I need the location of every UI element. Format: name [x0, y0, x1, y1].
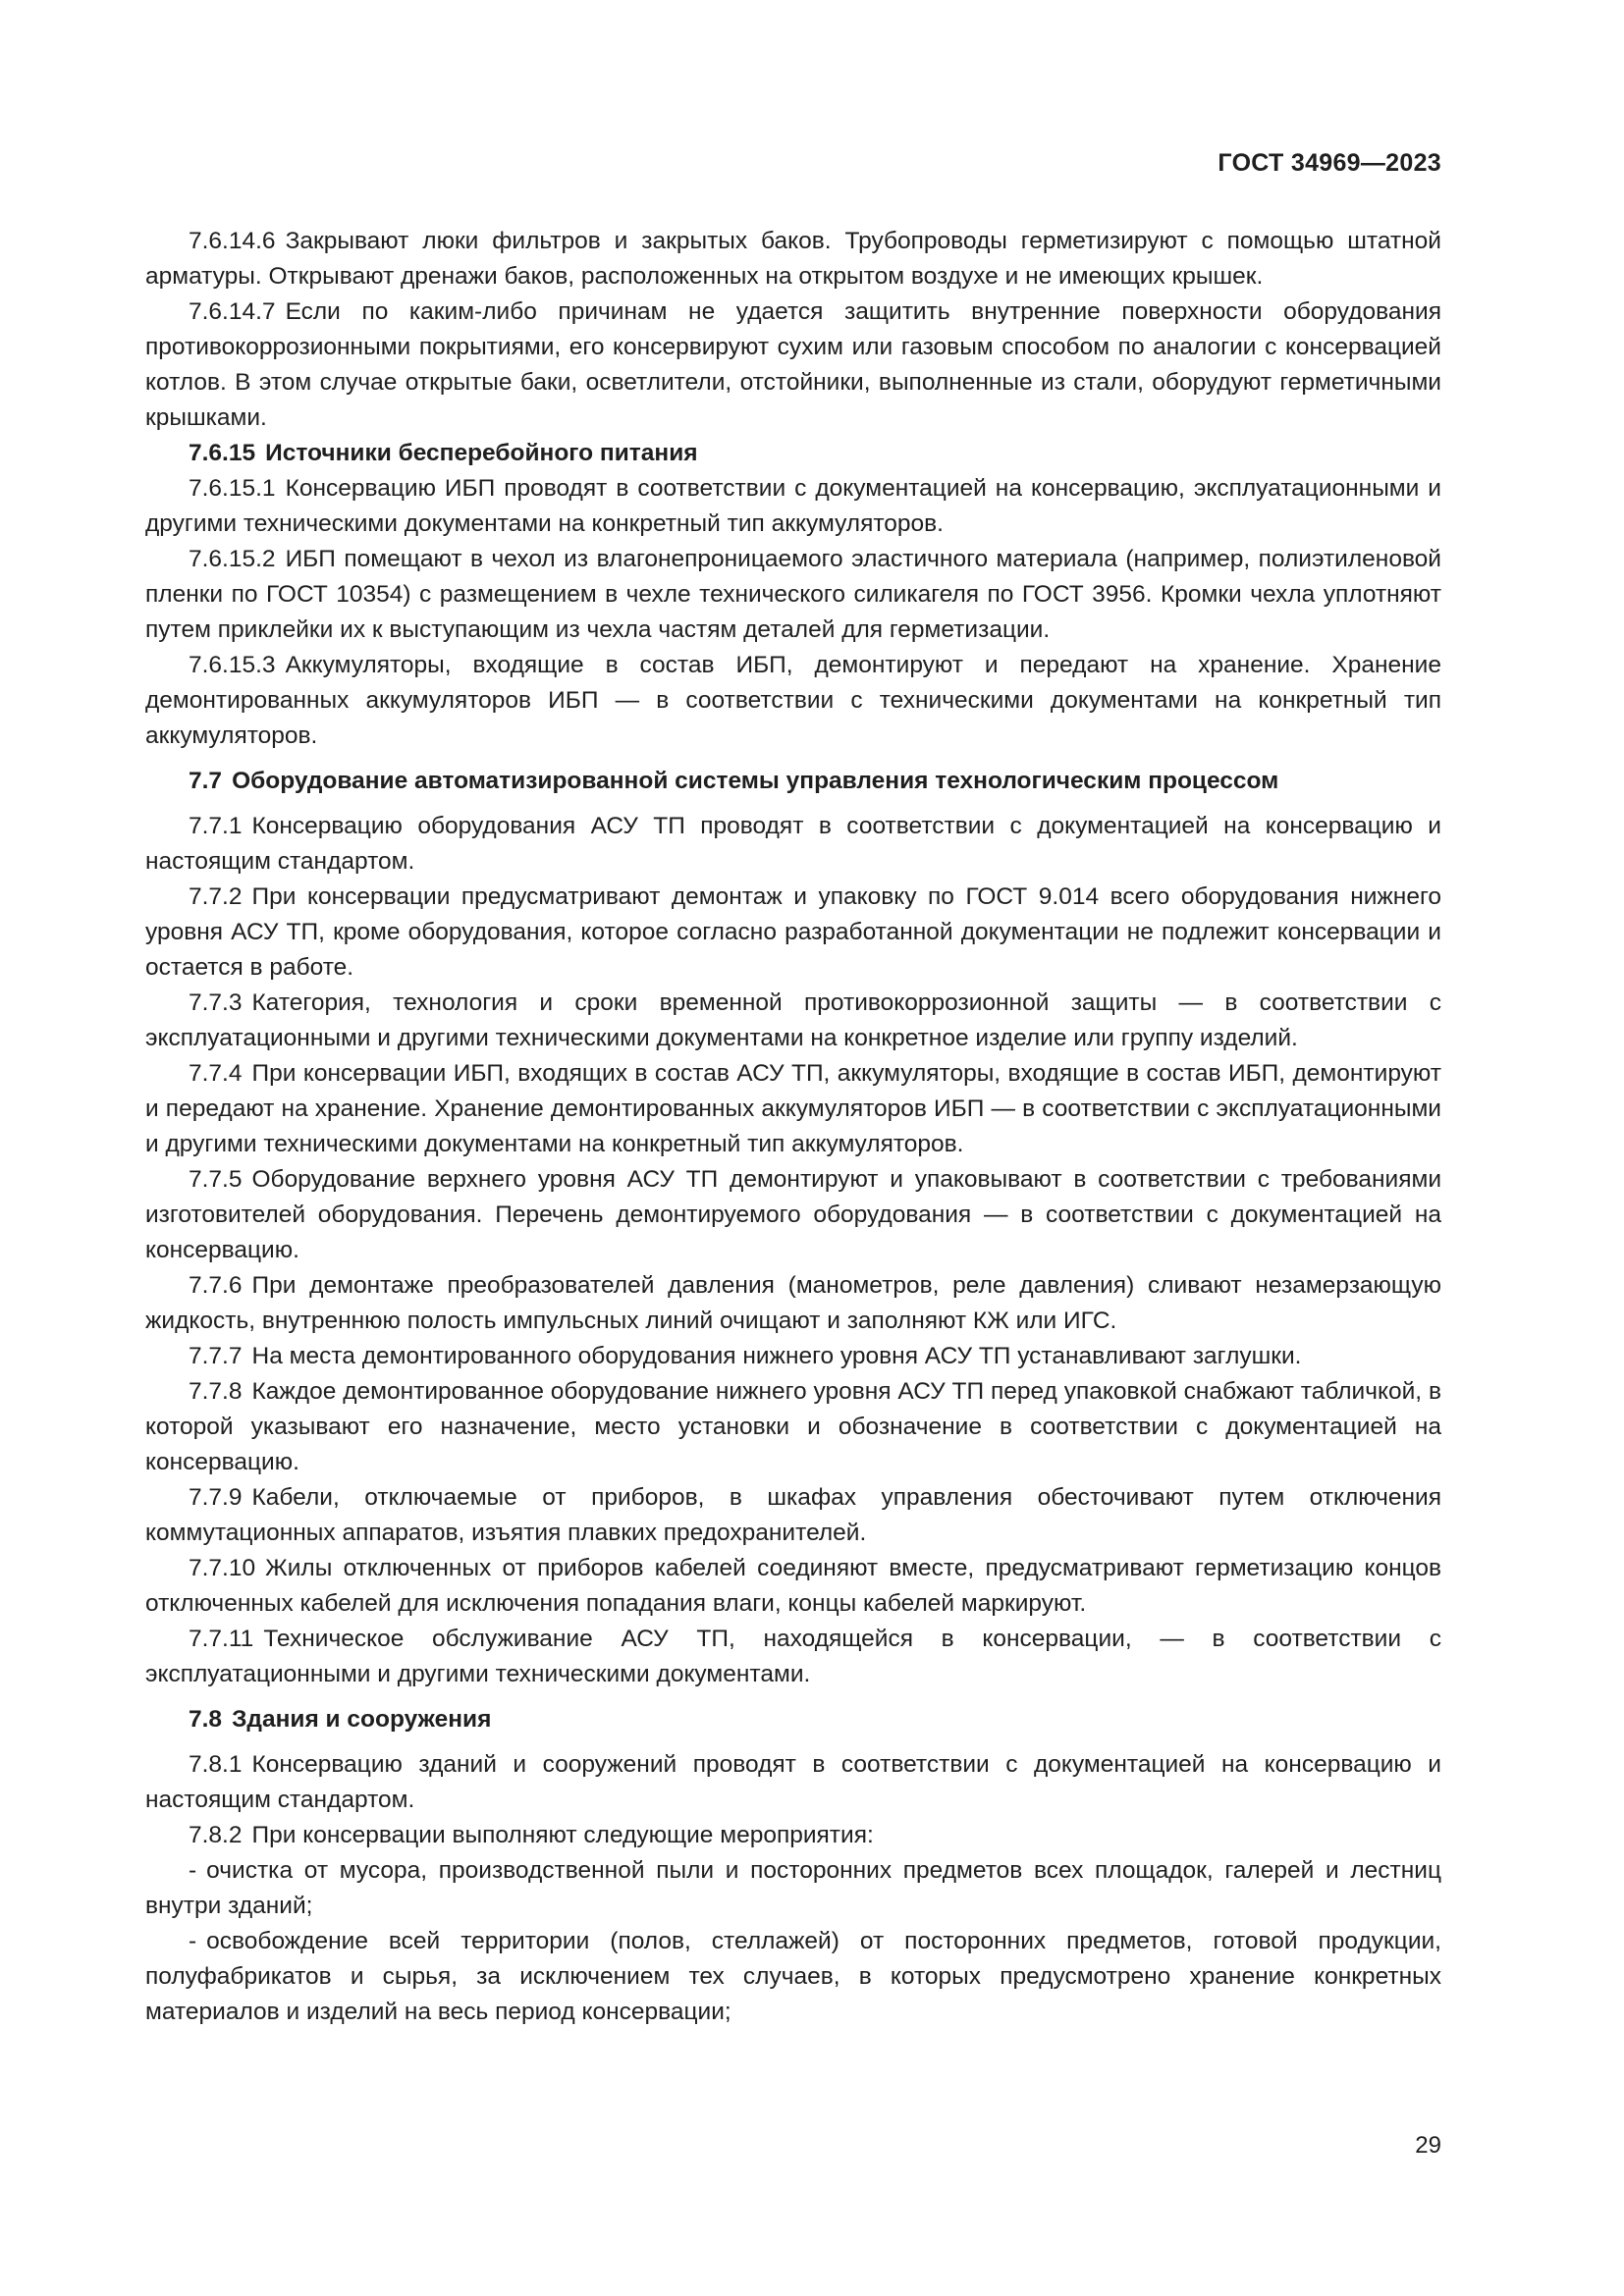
clause-paragraph: [145, 224, 1441, 294]
clause-paragraph: [145, 986, 1441, 1056]
list-item: [145, 1924, 1441, 2030]
clause-text: ИБП помещают в чехол из влагонепроницаемого эластичного материала (например, полиэтиленовой пленки по ГОСТ 10354) с размещением в чехле технического силикагеля по ГОСТ 3956. Кромки чехла уплотняют путем приклейки их к выступающим из чехла частям деталей для герметизации.: [145, 546, 1441, 643]
page-number: 29: [1415, 2132, 1441, 2159]
clause-number: 7.7.6: [189, 1272, 243, 1299]
clause-text: Жилы отключенных от приборов кабелей соединяют вместе, предусматривают герметизацию концов отключенных кабелей для исключения попадания влаги, концы кабелей маркируют.: [145, 1555, 1441, 1617]
clause-text: Оборудование верхнего уровня АСУ ТП демонтируют и упаковывают в соответствии с требованиями изготовителей оборудования. Перечень демонтируемого оборудования — в соответствии с документацией на консервацию.: [145, 1166, 1441, 1263]
clause-paragraph: [145, 1374, 1441, 1480]
clause-number: -: [189, 1928, 197, 1954]
clause-text: Консервацию зданий и сооружений проводят в соответствии с документацией на консервацию и настоящим стандартом.: [145, 1751, 1441, 1813]
clause-number: 7.6.15: [189, 440, 256, 466]
clause-text: очистка от мусора, производственной пыли и посторонних предметов всех площадок, галерей и лестниц внутри зданий;: [145, 1857, 1441, 1919]
clause-text: Техническое обслуживание АСУ ТП, находящейся в консервации, — в соответствии с эксплуатационными и другими техническими документами.: [145, 1626, 1441, 1687]
clause-text: Оборудование автоматизированной системы управления технологическим процессом: [232, 768, 1279, 794]
clause-number: 7.7.4: [189, 1060, 243, 1087]
clause-text: Источники бесперебойного питания: [265, 440, 698, 466]
clause-text: Здания и сооружения: [232, 1706, 492, 1733]
clause-paragraph: [145, 1622, 1441, 1692]
document-body: [145, 224, 1441, 2030]
clause-paragraph: [145, 809, 1441, 880]
clause-number: 7.6.15.2: [189, 546, 276, 572]
clause-text: Каждое демонтированное оборудование нижнего уровня АСУ ТП перед упаковкой снабжают табличкой, в которой указывают его назначение, место установки и обозначение в соответствии с документацией на консервацию.: [145, 1378, 1441, 1475]
clause-text: При консервации ИБП, входящих в состав АСУ ТП, аккумуляторы, входящие в состав ИБП, демонтируют и передают на хранение. Хранение демонтированных аккумуляторов ИБП — в соответствии с эксплуатационными и другими техническими документами на конкретный тип аккумуляторов.: [145, 1060, 1441, 1157]
clause-text: Категория, технология и сроки временной противокоррозионной защиты — в соответствии с эксплуатационными и другими техническими документами на конкретное изделие или группу изделий.: [145, 989, 1441, 1051]
clause-number: 7.7.10: [189, 1555, 256, 1581]
clause-number: 7.6.15.1: [189, 475, 276, 502]
clause-number: 7.7.8: [189, 1378, 243, 1405]
clause-number: 7.6.14.6: [189, 228, 276, 254]
clause-text: Закрывают люки фильтров и закрытых баков. Трубопроводы герметизируют с помощью штатной арматуры. Открывают дренажи баков, расположенных на открытом воздухе и не имеющих крышек.: [145, 228, 1441, 290]
clause-text: Если по каким-либо причинам не удается защитить внутренние поверхности оборудования противокоррозионными покрытиями, его консервируют сухим или газовым способом по аналогии с консервацией котлов. В этом случае открытые баки, осветлители, отстойники, выполненные из стали, оборудуют герметичными крышками.: [145, 298, 1441, 431]
clause-text: Аккумуляторы, входящие в состав ИБП, демонтируют и передают на хранение. Хранение демонтированных аккумуляторов ИБП — в соответствии с техническими документами на конкретный тип аккумуляторов.: [145, 652, 1441, 749]
clause-number: 7.7.9: [189, 1484, 243, 1511]
document-id-header: ГОСТ 34969—2023: [1218, 149, 1441, 177]
clause-paragraph: [145, 294, 1441, 436]
clause-number: 7.6.15.3: [189, 652, 276, 678]
clause-paragraph: [145, 1268, 1441, 1339]
clause-text: При демонтаже преобразователей давления (манометров, реле давления) сливают незамерзающую жидкость, внутреннюю полость импульсных линий очищают и заполняют КЖ или ИГС.: [145, 1272, 1441, 1334]
clause-number: -: [189, 1857, 197, 1884]
section-heading: [145, 1702, 1441, 1737]
clause-paragraph: [145, 1551, 1441, 1622]
clause-paragraph: [145, 1818, 1441, 1853]
clause-number: 7.8: [189, 1706, 223, 1733]
clause-number: 7.8.2: [189, 1822, 243, 1848]
clause-paragraph: [145, 1480, 1441, 1551]
clause-text: освобождение всей территории (полов, стеллажей) от посторонних предметов, готовой продукции, полуфабрикатов и сырья, за исключением тех случаев, в которых предусмотрено хранение конкретных материалов и изделий на весь период консервации;: [145, 1928, 1441, 2025]
section-heading: [145, 764, 1441, 799]
clause-paragraph: [145, 1747, 1441, 1818]
clause-number: 7.7.1: [189, 813, 243, 839]
clause-paragraph: [145, 1056, 1441, 1162]
list-item: [145, 1853, 1441, 1924]
clause-number: 7.7.2: [189, 883, 243, 910]
clause-text: Кабели, отключаемые от приборов, в шкафах управления обесточивают путем отключения коммутационных аппаратов, изъятия плавких предохранителей.: [145, 1484, 1441, 1546]
clause-text: Консервацию ИБП проводят в соответствии с документацией на консервацию, эксплуатационными и другими техническими документами на конкретный тип аккумуляторов.: [145, 475, 1441, 537]
clause-paragraph: [145, 542, 1441, 648]
clause-paragraph: [145, 471, 1441, 542]
clause-paragraph: [145, 880, 1441, 986]
clause-paragraph: [145, 1162, 1441, 1268]
clause-text: При консервации предусматривают демонтаж и упаковку по ГОСТ 9.014 всего оборудования нижнего уровня АСУ ТП, кроме оборудования, которое согласно разработанной документации не подлежит консервации и остается в работе.: [145, 883, 1441, 981]
clause-text: Консервацию оборудования АСУ ТП проводят в соответствии с документацией на консервацию и настоящим стандартом.: [145, 813, 1441, 875]
clause-paragraph: [145, 648, 1441, 754]
clause-number: 7.8.1: [189, 1751, 243, 1778]
clause-number: 7.7.11: [189, 1626, 254, 1652]
clause-number: 7.7.7: [189, 1343, 243, 1369]
clause-number: 7.7.5: [189, 1166, 243, 1193]
clause-text: На места демонтированного оборудования нижнего уровня АСУ ТП устанавливают заглушки.: [251, 1343, 1302, 1369]
clause-text: При консервации выполняют следующие мероприятия:: [251, 1822, 874, 1848]
clause-number: 7.7.3: [189, 989, 243, 1016]
clause-number: 7.6.14.7: [189, 298, 276, 325]
subsection-heading: [145, 436, 1441, 471]
clause-number: 7.7: [189, 768, 223, 794]
clause-paragraph: [145, 1339, 1441, 1374]
